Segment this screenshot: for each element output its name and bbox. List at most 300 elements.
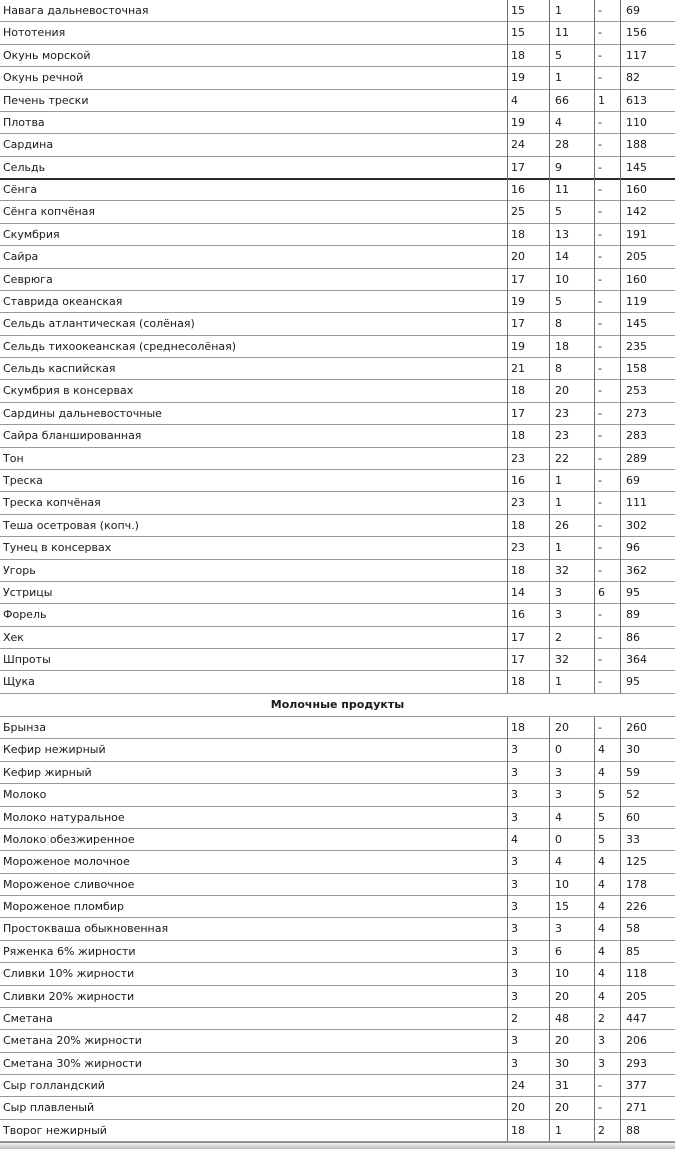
food-name-cell: Сыр голландский (3, 1079, 105, 1092)
fat-cell: 32 (555, 564, 569, 577)
fat-cell: 2 (555, 631, 562, 644)
food-name-cell: Навага дальневосточная (3, 4, 149, 17)
carbs-cell: - (598, 519, 602, 532)
table-row (0, 358, 675, 380)
kcal-cell: 205 (626, 250, 647, 263)
fat-cell: 9 (555, 161, 562, 174)
food-name-cell: Молоко (3, 788, 47, 801)
carbs-cell: - (598, 49, 602, 62)
column-divider (620, 717, 621, 1141)
table-row (0, 224, 675, 246)
food-name-cell: Сметана 30% жирности (3, 1057, 142, 1070)
table-row (0, 784, 675, 806)
protein-cell: 23 (511, 452, 525, 465)
fat-cell: 48 (555, 1012, 569, 1025)
kcal-cell: 125 (626, 855, 647, 868)
fat-cell: 1 (555, 675, 562, 688)
kcal-cell: 271 (626, 1101, 647, 1114)
food-name-cell: Сельдь атлантическая (солёная) (3, 317, 195, 330)
protein-cell: 19 (511, 340, 525, 353)
kcal-cell: 447 (626, 1012, 647, 1025)
food-name-cell: Мороженое молочное (3, 855, 130, 868)
fat-cell: 1 (555, 541, 562, 554)
fat-cell: 3 (555, 766, 562, 779)
food-name-cell: Простокваша обыкновенная (3, 922, 169, 935)
kcal-cell: 289 (626, 452, 647, 465)
food-name-cell: Плотва (3, 116, 45, 129)
kcal-cell: 86 (626, 631, 640, 644)
table-row (0, 918, 675, 940)
page-bottom-edge (0, 1142, 675, 1149)
food-name-cell: Скумбрия в консервах (3, 384, 134, 397)
carbs-cell: - (598, 161, 602, 174)
protein-cell: 15 (511, 4, 525, 17)
fat-cell: 1 (555, 496, 562, 509)
fat-cell: 30 (555, 1057, 569, 1070)
food-name-cell: Сметана 20% жирности (3, 1034, 142, 1047)
carbs-cell: 4 (598, 945, 605, 958)
food-name-cell: Кефир жирный (3, 766, 92, 779)
food-name-cell: Тон (3, 452, 24, 465)
food-name-cell: Окунь морской (3, 49, 91, 62)
carbs-cell: 5 (598, 788, 605, 801)
carbs-cell: - (598, 4, 602, 17)
table-row (0, 896, 675, 918)
protein-cell: 15 (511, 26, 525, 39)
table-row (0, 336, 675, 358)
protein-cell: 3 (511, 922, 518, 935)
fat-cell: 20 (555, 384, 569, 397)
table-row (0, 1053, 675, 1075)
protein-cell: 3 (511, 1034, 518, 1047)
table-row (0, 1075, 675, 1097)
table-row (0, 269, 675, 291)
table-row (0, 717, 675, 739)
kcal-cell: 95 (626, 675, 640, 688)
fat-cell: 5 (555, 205, 562, 218)
kcal-cell: 117 (626, 49, 647, 62)
protein-cell: 18 (511, 675, 525, 688)
carbs-cell: - (598, 205, 602, 218)
protein-cell: 20 (511, 1101, 525, 1114)
protein-cell: 17 (511, 631, 525, 644)
food-name-cell: Сёнга (3, 183, 38, 196)
protein-cell: 3 (511, 990, 518, 1003)
carbs-cell: 3 (598, 1057, 605, 1070)
table-row (0, 313, 675, 335)
kcal-cell: 188 (626, 138, 647, 151)
food-name-cell: Устрицы (3, 586, 53, 599)
table-row (0, 112, 675, 134)
carbs-cell: 5 (598, 833, 605, 846)
protein-cell: 24 (511, 1079, 525, 1092)
fat-cell: 1 (555, 1124, 562, 1137)
protein-cell: 18 (511, 721, 525, 734)
fat-cell: 20 (555, 1034, 569, 1047)
food-name-cell: Ряженка 6% жирности (3, 945, 136, 958)
carbs-cell: - (598, 1101, 602, 1114)
kcal-cell: 260 (626, 721, 647, 734)
food-name-cell: Кефир нежирный (3, 743, 106, 756)
carbs-cell: - (598, 138, 602, 151)
carbs-cell: 4 (598, 878, 605, 891)
table-row (0, 67, 675, 89)
table-row (0, 560, 675, 582)
table-row (0, 582, 675, 604)
kcal-cell: 160 (626, 183, 647, 196)
protein-cell: 23 (511, 541, 525, 554)
protein-cell: 25 (511, 205, 525, 218)
food-name-cell: Сливки 20% жирности (3, 990, 135, 1003)
fat-cell: 3 (555, 586, 562, 599)
carbs-cell: - (598, 452, 602, 465)
protein-cell: 19 (511, 295, 525, 308)
column-divider (507, 717, 508, 1141)
food-name-cell: Скумбрия (3, 228, 60, 241)
table-row (0, 0, 675, 22)
kcal-cell: 362 (626, 564, 647, 577)
food-name-cell: Брынза (3, 721, 46, 734)
table-row (0, 739, 675, 761)
kcal-cell: 145 (626, 161, 647, 174)
table-row (0, 134, 675, 156)
carbs-cell: - (598, 317, 602, 330)
fat-cell: 15 (555, 900, 569, 913)
carbs-cell: - (598, 496, 602, 509)
protein-cell: 24 (511, 138, 525, 151)
kcal-cell: 52 (626, 788, 640, 801)
kcal-cell: 69 (626, 4, 640, 17)
carbs-cell: 5 (598, 811, 605, 824)
kcal-cell: 96 (626, 541, 640, 554)
food-name-cell: Печень трески (3, 94, 89, 107)
kcal-cell: 89 (626, 608, 640, 621)
protein-cell: 19 (511, 71, 525, 84)
protein-cell: 17 (511, 407, 525, 420)
protein-cell: 3 (511, 811, 518, 824)
protein-cell: 3 (511, 743, 518, 756)
protein-cell: 14 (511, 586, 525, 599)
fat-cell: 5 (555, 49, 562, 62)
fat-cell: 0 (555, 743, 562, 756)
table-row (0, 291, 675, 313)
table-row (0, 246, 675, 268)
food-name-cell: Сметана (3, 1012, 53, 1025)
protein-cell: 18 (511, 228, 525, 241)
kcal-cell: 613 (626, 94, 647, 107)
food-name-cell: Щука (3, 675, 35, 688)
protein-cell: 19 (511, 116, 525, 129)
carbs-cell: - (598, 407, 602, 420)
food-name-cell: Сардины дальневосточные (3, 407, 162, 420)
fat-cell: 10 (555, 273, 569, 286)
fat-cell: 23 (555, 407, 569, 420)
kcal-cell: 302 (626, 519, 647, 532)
carbs-cell: - (598, 631, 602, 644)
carbs-cell: - (598, 541, 602, 554)
fat-cell: 3 (555, 922, 562, 935)
kcal-cell: 142 (626, 205, 647, 218)
food-name-cell: Мороженое пломбир (3, 900, 124, 913)
kcal-cell: 59 (626, 766, 640, 779)
table-row (0, 22, 675, 44)
protein-cell: 18 (511, 384, 525, 397)
carbs-cell: - (598, 295, 602, 308)
protein-cell: 4 (511, 94, 518, 107)
kcal-cell: 82 (626, 71, 640, 84)
carbs-cell: - (598, 340, 602, 353)
carbs-cell: - (598, 608, 602, 621)
food-name-cell: Сельдь каспийская (3, 362, 116, 375)
food-name-cell: Треска копчёная (3, 496, 101, 509)
fat-cell: 10 (555, 967, 569, 980)
table-row (0, 1120, 675, 1142)
protein-cell: 20 (511, 250, 525, 263)
fat-cell: 22 (555, 452, 569, 465)
fat-cell: 8 (555, 362, 562, 375)
carbs-cell: 3 (598, 1034, 605, 1047)
kcal-cell: 111 (626, 496, 647, 509)
carbs-cell: 4 (598, 967, 605, 980)
table-row (0, 201, 675, 223)
table-row (0, 179, 675, 201)
table-row (0, 807, 675, 829)
table-row (0, 380, 675, 402)
kcal-cell: 364 (626, 653, 647, 666)
food-name-cell: Молоко обезжиренное (3, 833, 135, 846)
table-row (0, 762, 675, 784)
carbs-cell: 1 (598, 94, 605, 107)
table-row (0, 941, 675, 963)
protein-cell: 16 (511, 183, 525, 196)
food-name-cell: Нототения (3, 26, 66, 39)
table-row (0, 671, 675, 693)
kcal-cell: 283 (626, 429, 647, 442)
carbs-cell: - (598, 429, 602, 442)
table-row (0, 874, 675, 896)
carbs-cell: - (598, 116, 602, 129)
fat-cell: 20 (555, 1101, 569, 1114)
kcal-cell: 60 (626, 811, 640, 824)
food-name-cell: Теша осетровая (копч.) (3, 519, 139, 532)
table-row (0, 1008, 675, 1030)
protein-cell: 17 (511, 653, 525, 666)
table-row (0, 627, 675, 649)
carbs-cell: - (598, 384, 602, 397)
kcal-cell: 58 (626, 922, 640, 935)
food-name-cell: Сельдь (3, 161, 46, 174)
food-name-cell: Сайра (3, 250, 39, 263)
table-row (0, 448, 675, 470)
kcal-cell: 205 (626, 990, 647, 1003)
section-title-dairy: Молочные продукты (270, 698, 405, 711)
kcal-cell: 377 (626, 1079, 647, 1092)
fat-cell: 5 (555, 295, 562, 308)
food-name-cell: Сыр плавленый (3, 1101, 95, 1114)
food-name-cell: Угорь (3, 564, 36, 577)
protein-cell: 18 (511, 429, 525, 442)
carbs-cell: - (598, 228, 602, 241)
fat-cell: 23 (555, 429, 569, 442)
kcal-cell: 158 (626, 362, 647, 375)
fat-cell: 0 (555, 833, 562, 846)
carbs-cell: - (598, 564, 602, 577)
fat-cell: 6 (555, 945, 562, 958)
kcal-cell: 33 (626, 833, 640, 846)
protein-cell: 17 (511, 317, 525, 330)
protein-cell: 16 (511, 608, 525, 621)
kcal-cell: 191 (626, 228, 647, 241)
fat-cell: 20 (555, 990, 569, 1003)
protein-cell: 21 (511, 362, 525, 375)
kcal-cell: 235 (626, 340, 647, 353)
carbs-cell: 4 (598, 743, 605, 756)
fat-cell: 13 (555, 228, 569, 241)
fat-cell: 66 (555, 94, 569, 107)
kcal-cell: 253 (626, 384, 647, 397)
fat-cell: 4 (555, 116, 562, 129)
table-row (0, 604, 675, 626)
carbs-cell: - (598, 1079, 602, 1092)
food-name-cell: Форель (3, 608, 47, 621)
carbs-cell: - (598, 474, 602, 487)
carbs-cell: 6 (598, 586, 605, 599)
table-row (0, 45, 675, 67)
table-row (0, 963, 675, 985)
kcal-cell: 206 (626, 1034, 647, 1047)
food-name-cell: Ставрида океанская (3, 295, 123, 308)
carbs-cell: 2 (598, 1012, 605, 1025)
carbs-cell: 2 (598, 1124, 605, 1137)
food-name-cell: Треска (3, 474, 43, 487)
carbs-cell: - (598, 250, 602, 263)
table-row (0, 403, 675, 425)
column-divider (594, 0, 595, 693)
protein-cell: 3 (511, 945, 518, 958)
food-name-cell: Севрюга (3, 273, 53, 286)
food-name-cell: Сельдь тихоокеанская (среднесолёная) (3, 340, 237, 353)
column-divider (549, 0, 550, 693)
table-row (0, 470, 675, 492)
fat-cell: 18 (555, 340, 569, 353)
fat-cell: 10 (555, 878, 569, 891)
protein-cell: 3 (511, 1057, 518, 1070)
food-name-cell: Тунец в консервах (3, 541, 112, 554)
table-row (0, 986, 675, 1008)
kcal-cell: 85 (626, 945, 640, 958)
column-divider (507, 0, 508, 693)
food-name-cell: Мороженое сливочное (3, 878, 135, 891)
column-divider (549, 717, 550, 1141)
fat-cell: 4 (555, 855, 562, 868)
protein-cell: 17 (511, 273, 525, 286)
fat-cell: 8 (555, 317, 562, 330)
fat-cell: 20 (555, 721, 569, 734)
protein-cell: 3 (511, 788, 518, 801)
fat-cell: 1 (555, 71, 562, 84)
table-row (0, 425, 675, 447)
carbs-cell: - (598, 721, 602, 734)
column-divider (594, 717, 595, 1141)
carbs-cell: 4 (598, 855, 605, 868)
carbs-cell: 4 (598, 990, 605, 1003)
protein-cell: 3 (511, 878, 518, 891)
carbs-cell: 4 (598, 900, 605, 913)
protein-cell: 3 (511, 855, 518, 868)
kcal-cell: 118 (626, 967, 647, 980)
table-row (0, 157, 675, 179)
carbs-cell: - (598, 362, 602, 375)
table-row (0, 829, 675, 851)
table-row (0, 1030, 675, 1052)
food-name-cell: Молоко натуральное (3, 811, 125, 824)
protein-cell: 18 (511, 49, 525, 62)
protein-cell: 3 (511, 766, 518, 779)
protein-cell: 18 (511, 519, 525, 532)
kcal-cell: 95 (626, 586, 640, 599)
fat-cell: 3 (555, 608, 562, 621)
kcal-cell: 88 (626, 1124, 640, 1137)
food-name-cell: Окунь речной (3, 71, 84, 84)
table-row (0, 851, 675, 873)
fat-cell: 3 (555, 788, 562, 801)
carbs-cell: - (598, 26, 602, 39)
kcal-cell: 178 (626, 878, 647, 891)
kcal-cell: 145 (626, 317, 647, 330)
fat-cell: 31 (555, 1079, 569, 1092)
fat-cell: 1 (555, 474, 562, 487)
food-name-cell: Сайра бланшированная (3, 429, 142, 442)
protein-cell: 4 (511, 833, 518, 846)
table-row (0, 492, 675, 514)
fat-cell: 32 (555, 653, 569, 666)
fat-cell: 26 (555, 519, 569, 532)
kcal-cell: 226 (626, 900, 647, 913)
kcal-cell: 156 (626, 26, 647, 39)
carbs-cell: 4 (598, 766, 605, 779)
fat-cell: 14 (555, 250, 569, 263)
fat-cell: 11 (555, 26, 569, 39)
table-row (0, 90, 675, 112)
food-name-cell: Творог нежирный (3, 1124, 107, 1137)
kcal-cell: 160 (626, 273, 647, 286)
kcal-cell: 119 (626, 295, 647, 308)
carbs-cell: - (598, 653, 602, 666)
fat-cell: 28 (555, 138, 569, 151)
kcal-cell: 30 (626, 743, 640, 756)
carbs-cell: - (598, 675, 602, 688)
fat-cell: 4 (555, 811, 562, 824)
food-name-cell: Сёнга копчёная (3, 205, 96, 218)
food-name-cell: Сардина (3, 138, 54, 151)
carbs-cell: - (598, 71, 602, 84)
protein-cell: 23 (511, 496, 525, 509)
protein-cell: 3 (511, 900, 518, 913)
table-row (0, 649, 675, 671)
food-name-cell: Хек (3, 631, 24, 644)
fat-cell: 11 (555, 183, 569, 196)
protein-cell: 18 (511, 564, 525, 577)
table-row (0, 515, 675, 537)
kcal-cell: 110 (626, 116, 647, 129)
protein-cell: 3 (511, 967, 518, 980)
fat-cell: 1 (555, 4, 562, 17)
protein-cell: 2 (511, 1012, 518, 1025)
table-row (0, 537, 675, 559)
protein-cell: 18 (511, 1124, 525, 1137)
carbs-cell: - (598, 273, 602, 286)
food-name-cell: Шпроты (3, 653, 51, 666)
